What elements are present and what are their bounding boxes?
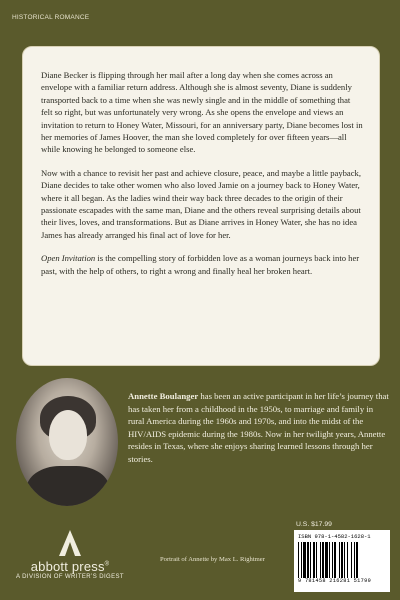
author-name: Annette Boulanger [128, 391, 199, 401]
author-portrait [16, 378, 118, 506]
barcode-block [294, 530, 390, 592]
author-bio [128, 390, 390, 466]
portrait-credit: Portrait of Annette by Max L. Rightmer [160, 556, 265, 563]
author-bio-text: has been an active participant in her life’s journey that has taken her from a childhood in the 1950s, to marriage and family in rural America during the 1960s and 1970s, and into the midst of the HIV/AIDS epidemic during the 1980s. Now in her twilight years, Annette resides in Texas, where she enjoys sharing learned lessons through her stories. [128, 391, 389, 464]
publisher-logo [10, 528, 130, 596]
blurb-paragraph-3-text: is the compelling story of forbidden love as a woman journeys back into her past, with the help of others, to right a wrong and finally heal her broken heart. [41, 253, 360, 276]
publisher-tagline: A DIVISION OF WRITER’S DIGEST [16, 574, 124, 580]
isbn-text: ISBN 978-1-4582-1628-1 [298, 533, 371, 540]
blurb-paragraph-2: Now with a chance to revisit her past and achieve closure, peace, and maybe a little payback, Diane decides to take other women who also loved Jamie on a journey back to Honey Water, where it all began. As the ladies wind their way back three decades to the origin of their passionate escapades with the same man, Diane and the others reveal surprising details about their lives, loves, and transformations. But as Diane arrives in Honey Water, she has no idea James has already arranged his final act of love for her. [41, 167, 361, 240]
blurb-box [22, 46, 380, 366]
publisher-a-icon [55, 528, 85, 558]
blurb-paragraph-1: Diane Becker is flipping through her mail after a long day when she comes across an envelope with a familiar return address. Although she is almost seventy, Diane is suddenly transported back to a time when she was newly single and in the middle of something that felt so right, but was unfortunately very wrong. As she opens the envelope and views an invitation to return to Honey Water, Missouri, for an anniversary party, Diane becomes lost in her memories of James Hoover, the man she loved completely for over fifteen years—all while knowing he belonged to someone else. [41, 70, 363, 155]
barcode-icon [298, 542, 386, 578]
barcode-addon-code: 51799 [353, 578, 372, 584]
blurb-paragraph-3 [41, 252, 363, 277]
book-title: Open Invitation [41, 253, 96, 264]
publisher-registered-mark: ® [104, 561, 110, 568]
barcode-digits: 9 781458 216281 [298, 578, 351, 584]
price-label: U.S. $17.99 [296, 521, 332, 528]
publisher-name: abbott press [30, 559, 105, 574]
genre-label: HISTORICAL ROMANCE [12, 14, 90, 21]
